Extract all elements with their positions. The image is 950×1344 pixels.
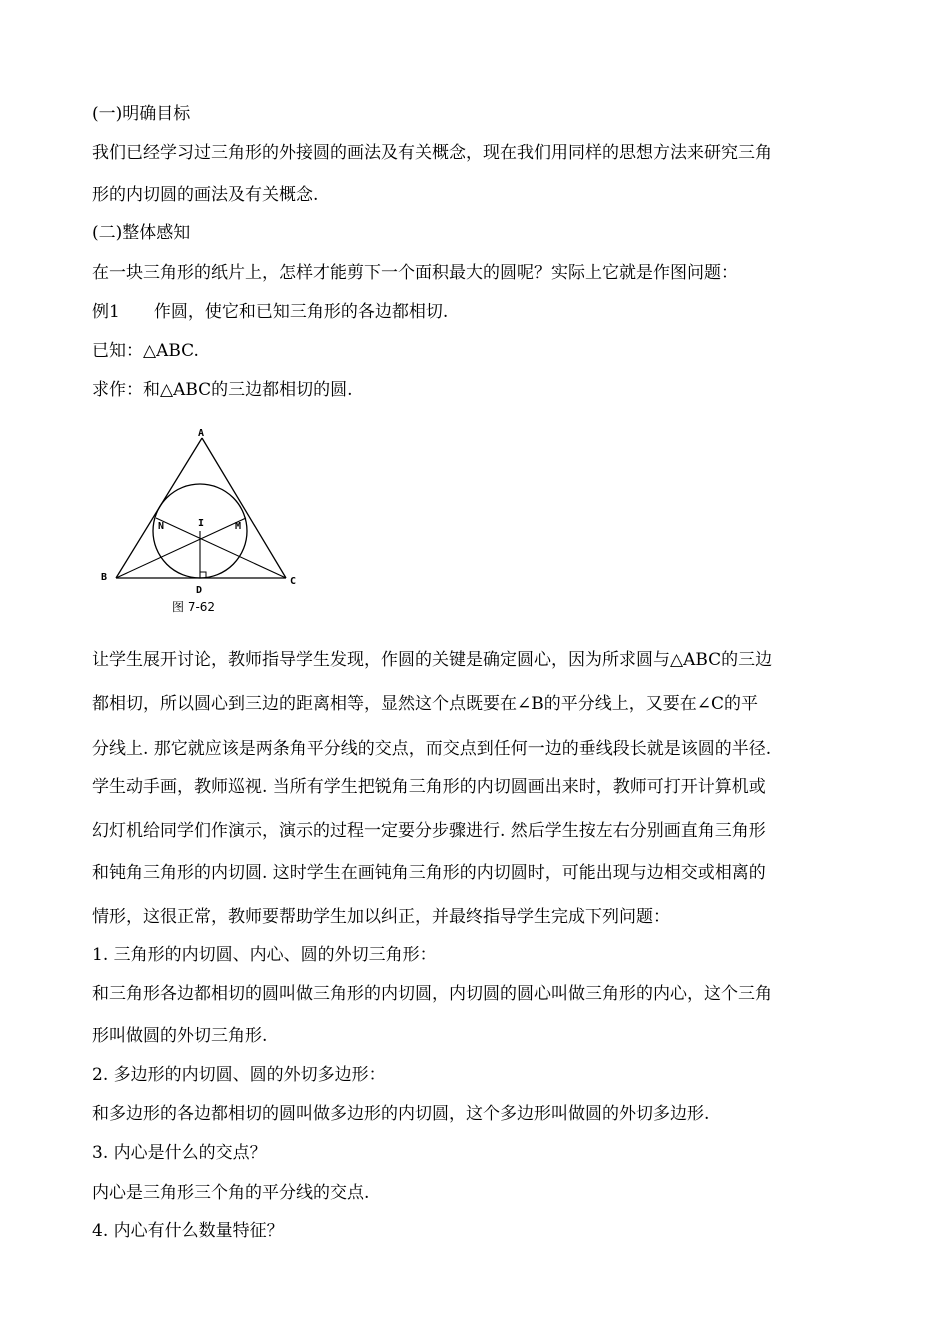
label-a: A xyxy=(198,428,205,439)
bisector-b xyxy=(116,518,246,578)
triangle-incircle-diagram xyxy=(96,420,306,620)
label-m: M xyxy=(235,521,242,532)
paragraph-line: 我们已经学习过三角形的外接圆的画法及有关概念，现在我们用同样的思想方法来研究三角 xyxy=(92,143,772,163)
point-2-heading: 2. 多边形的内切圆、圆的外切多边形： xyxy=(92,1065,386,1085)
label-b: B xyxy=(101,572,108,583)
paragraph-line: 分线上. 那它就应该是两条角平分线的交点，而交点到任何一边的垂线段长就是该圆的半径. xyxy=(92,739,772,759)
paragraph-line: 在一块三角形的纸片上，怎样才能剪下一个面积最大的圆呢？实际上它就是作图问题： xyxy=(92,263,738,283)
bisector-c xyxy=(156,518,286,578)
label-d: D xyxy=(196,585,203,596)
paragraph-line: 都相切，所以圆心到三边的距离相等，显然这个点既要在∠B的平分线上，又要在∠C的平 xyxy=(92,694,758,714)
paragraph-line: 学生动手画，教师巡视. 当所有学生把锐角三角形的内切圆画出来时，教师可打开计算机或 xyxy=(92,777,766,797)
paragraph-line: 幻灯机给同学们作演示，演示的过程一定要分步骤进行. 然后学生按左右分别画直角三角形 xyxy=(92,821,766,841)
paragraph-line: 和多边形的各边都相切的圆叫做多边形的内切圆，这个多边形叫做圆的外切多边形. xyxy=(92,1104,710,1124)
point-4-heading: 4. 内心有什么数量特征？ xyxy=(92,1221,284,1241)
label-c: C xyxy=(290,576,297,587)
given-line: 已知：△ABC. xyxy=(92,341,199,361)
paragraph-line: 内心是三角形三个角的平分线的交点. xyxy=(92,1183,370,1203)
label-i: I xyxy=(198,518,205,529)
paragraph-line: 形的内切圆的画法及有关概念. xyxy=(92,185,319,205)
paragraph-line: 形叫做圆的外切三角形. xyxy=(92,1026,268,1046)
paragraph-line: 和三角形各边都相切的圆叫做三角形的内切圆，内切圆的圆心叫做三角形的内心，这个三角 xyxy=(92,984,772,1004)
point-1-heading: 1. 三角形的内切圆、内心、圆的外切三角形： xyxy=(92,945,437,965)
heading-overview: (二)整体感知 xyxy=(92,223,191,243)
paragraph-line: 情形，这很正常，教师要帮助学生加以纠正，并最终指导学生完成下列问题： xyxy=(92,907,670,927)
construct-line: 求作：和△ABC的三边都相切的圆. xyxy=(92,380,353,400)
side-ac xyxy=(202,438,286,578)
paragraph-line: 让学生展开讨论，教师指导学生发现，作圆的关键是确定圆心，因为所求圆与△ABC的三边 xyxy=(92,650,773,670)
paragraph-line: 和钝角三角形的内切圆. 这时学生在画钝角三角形的内切圆时，可能出现与边相交或相离的 xyxy=(92,863,766,883)
heading-goal: (一)明确目标 xyxy=(92,104,191,124)
example-line: 例1 作圆，使它和已知三角形的各边都相切. xyxy=(92,302,449,322)
label-n: N xyxy=(158,521,165,532)
point-3-heading: 3. 内心是什么的交点？ xyxy=(92,1143,267,1163)
figure-caption: 图 7-62 xyxy=(172,600,216,614)
incircle-figure xyxy=(96,420,306,620)
